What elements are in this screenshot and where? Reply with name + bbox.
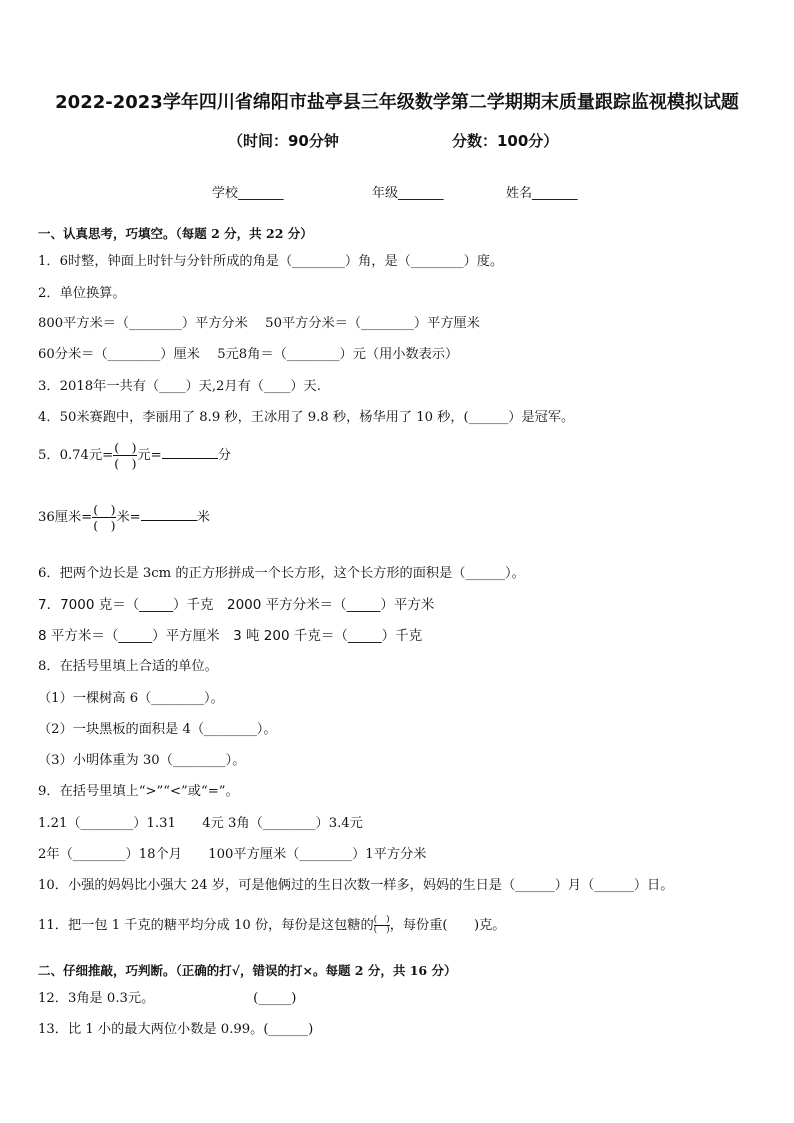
question-8b: （2）一块黑板的面积是 4（________）。 (38, 722, 277, 737)
question-1: 1．6时整，钟面上时针与分针所成的角是（________）角，是（________）度。 (38, 254, 504, 269)
question-8c: （3）小明体重为 30（________）。 (38, 753, 246, 768)
q5-mid: 元= (137, 448, 162, 463)
school-field: 学校_______ (212, 186, 284, 201)
section-2-heading: 二、仔细推敲，巧判断。（正确的打√，错误的打×。每题 2 分，共 16 分） (38, 963, 457, 978)
question-9b: 2年（________）18个月 100平方厘米（________）1平方分米 (38, 847, 427, 862)
q5b-suffix: 米 (196, 510, 210, 525)
question-9a: 1.21（________）1.31 4元 3角（________）3.4元 (38, 816, 363, 831)
question-5b (38, 502, 210, 533)
q11-fraction (374, 916, 390, 935)
name-field: 姓名_______ (506, 186, 578, 201)
q5b-denominator: ( ) (93, 518, 116, 533)
q11-suffix: ，每份重( )克。 (389, 918, 506, 933)
q5b-numerator: ( ) (93, 502, 116, 517)
question-12: 12．3角是 0.3元。 (_____) (38, 991, 297, 1006)
q5-prefix: 5．0.74元= (38, 448, 114, 463)
exam-time: （时间：90分钟 (228, 132, 339, 150)
q5b-mid: 米= (116, 510, 141, 525)
question-5 (38, 440, 231, 471)
question-8: 8．在括号里填上合适的单位。 (38, 659, 218, 674)
q11-denominator: ( ) (373, 925, 390, 935)
q11-prefix: 11．把一包 1 千克的糖平均分成 10 份，每份是这包糖的 (38, 918, 374, 933)
q5b-blank (141, 508, 197, 521)
question-3: 3．2018年一共有（____）天,2月有（____）天. (38, 379, 321, 394)
question-8a: （1）一棵树高 6（________）。 (38, 691, 224, 706)
q5-suffix: 分 (217, 448, 231, 463)
section-1-heading: 一、认真思考，巧填空。（每题 2 分，共 22 分） (38, 226, 313, 241)
q5b-prefix: 36厘米= (38, 510, 93, 525)
q5-numerator: ( ) (114, 440, 137, 455)
q5-blank (162, 446, 218, 459)
question-13: 13．比 1 小的最大两位小数是 0.99。(______) (38, 1022, 314, 1037)
grade-field: 年级_______ (372, 186, 444, 201)
q5-denominator: ( ) (114, 456, 137, 471)
question-2: 2．单位换算。 (38, 286, 126, 301)
q5-fraction (113, 440, 137, 471)
question-6: 6．把两个边长是 3cm 的正方形拼成一个长方形，这个长方形的面积是（______）。 (38, 566, 525, 581)
question-2a: 800平方米＝（________）平方分米 50平方分米＝（________）平方厘米 (38, 316, 480, 331)
q11-numerator: ( ) (373, 915, 390, 925)
question-4: 4．50米赛跑中，李丽用了 8.9 秒，王冰用了 9.8 秒，杨华用了 10 秒，(______）是冠军。 (38, 410, 575, 425)
q5b-fraction (92, 502, 116, 533)
question-10: 10．小强的妈妈比小强大 24 岁，可是他俩过的生日次数一样多，妈妈的生日是（______）月（______）日。 (38, 878, 674, 893)
question-2b: 60分米＝（________）厘米 5元8角＝（________）元（用小数表示） (38, 347, 459, 362)
question-7b: 8 平方米＝（_____）平方厘米 3 吨 200 千克＝（_____）千克 (38, 628, 423, 644)
question-7a: 7．7000 克＝（_____）千克 2000 平方分米＝（_____）平方米 (38, 597, 435, 613)
exam-score: 分数：100分） (452, 132, 559, 150)
question-11 (38, 914, 505, 935)
question-9: 9．在括号里填上“>”“<”或“=”。 (38, 784, 239, 799)
page-title: 2022-2023学年四川省绵阳市盐亭县三年级数学第二学期期末质量跟踪监视模拟试题 (55, 92, 739, 113)
